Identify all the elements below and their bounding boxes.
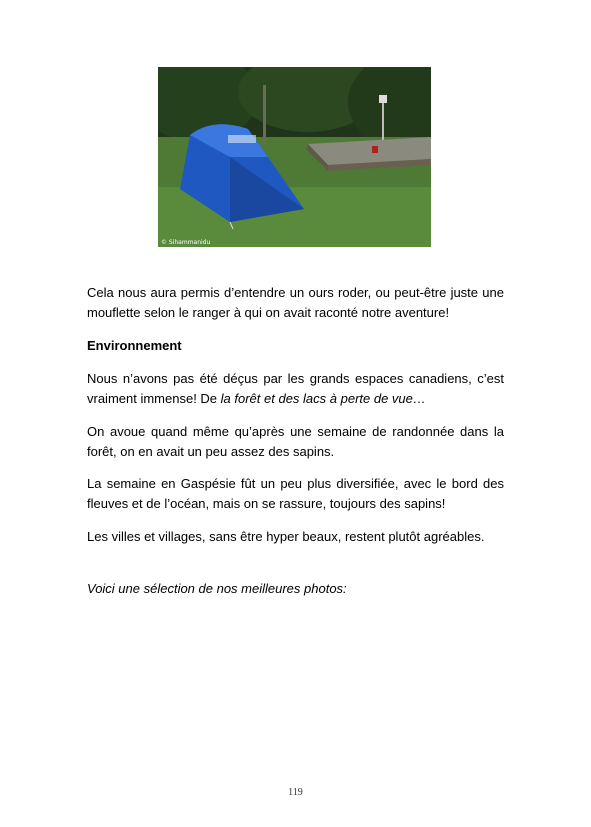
paragraph-text: Voici une sélection de nos meilleures photos: xyxy=(87,581,347,596)
paragraph-hiking xyxy=(87,422,504,462)
campsite-photo xyxy=(158,67,431,247)
paragraph-photos-intro xyxy=(87,579,504,599)
photo-credit: © Sihammanidu xyxy=(161,239,211,246)
paragraph-text: Cela nous aura permis d’entendre un ours roder, ou peut-être juste une mouflette selon le ranger à qui on avait raconté notre aventure! xyxy=(87,285,504,320)
page-number: 119 xyxy=(288,787,303,798)
heading-text: Environnement xyxy=(87,338,182,353)
campsite-photo-image xyxy=(158,67,431,247)
paragraph-environment xyxy=(87,369,504,409)
paragraph-intro xyxy=(87,283,504,323)
paragraph-text xyxy=(87,369,504,409)
paragraph-text: La semaine en Gaspésie fût un peu plus diversifiée, avec le bord des fleuves et de l’océan, mais on se rassure, toujours des sapins! xyxy=(87,476,504,511)
paragraph-villages xyxy=(87,527,504,547)
paragraph-gaspesie xyxy=(87,474,504,514)
paragraph-text: Les villes et villages, sans être hyper beaux, restent plutôt agréables. xyxy=(87,529,485,544)
section-heading xyxy=(87,336,504,356)
paragraph-text-normal: Nous n’avons pas été déçus par les grands espaces canadiens, c’est vraiment immense! De xyxy=(87,371,504,406)
paragraph-text: On avoue quand même qu’après une semaine de randonnée dans la forêt, on en avait un peu assez des sapins. xyxy=(87,424,504,459)
paragraph-text-italic: la forêt et des lacs à perte de vue… xyxy=(220,391,426,406)
